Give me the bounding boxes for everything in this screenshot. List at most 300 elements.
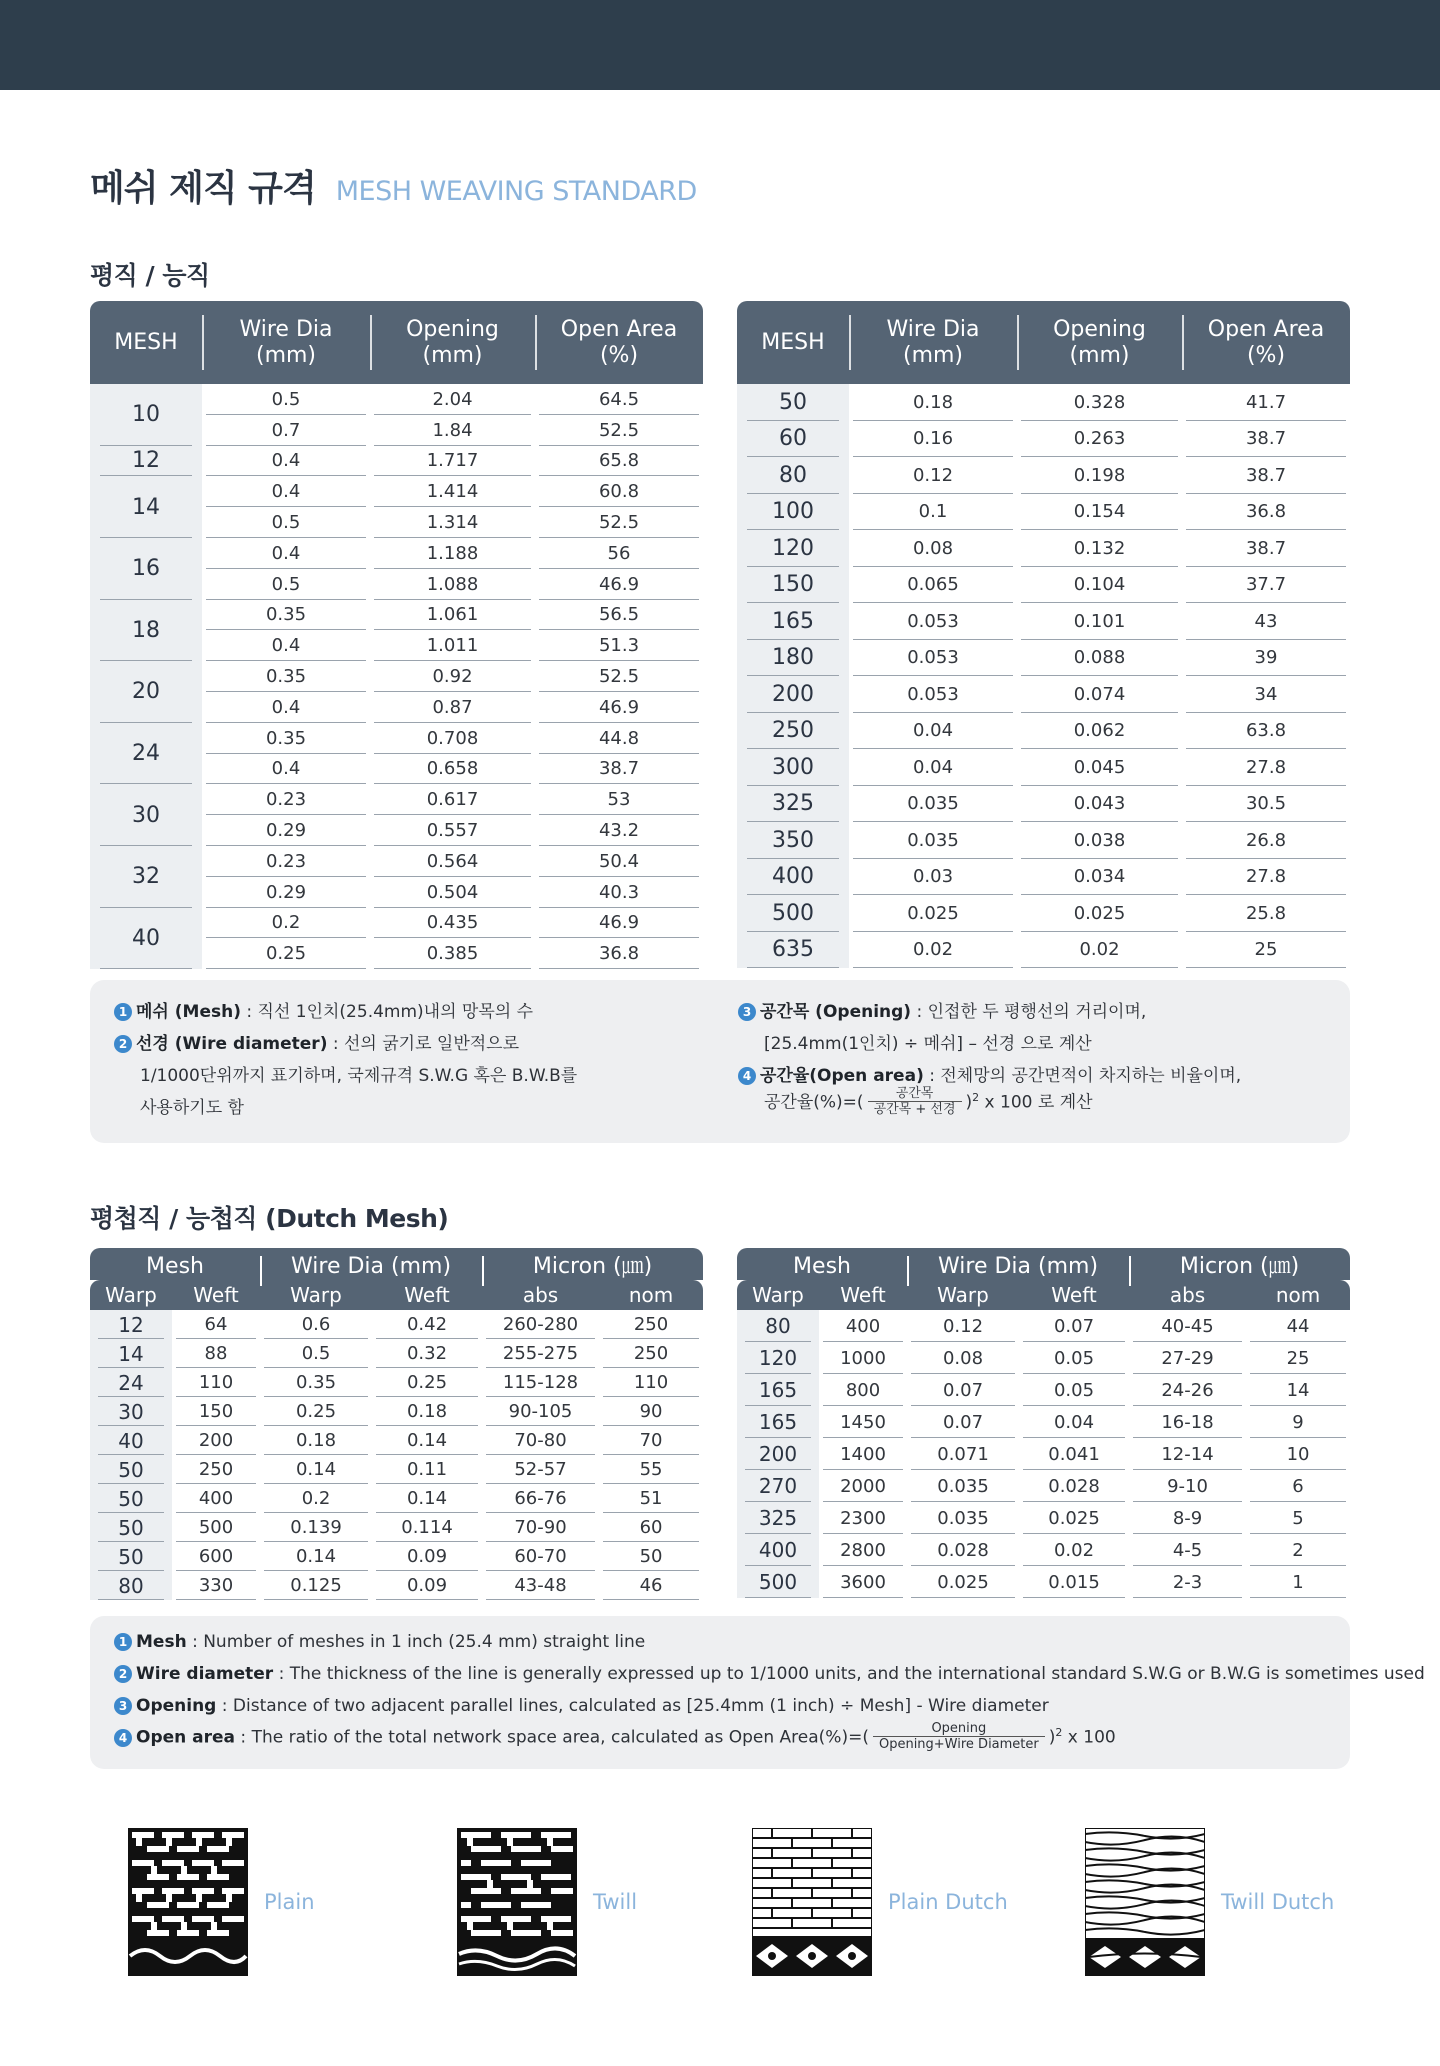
warp-cell: 270 <box>737 1470 819 1502</box>
mesh-cell: 80 <box>737 457 849 494</box>
table-row <box>737 494 1350 531</box>
open-area-cell: 53 <box>535 784 703 815</box>
wire-weft-cell: 0.025 <box>1019 1502 1129 1534</box>
wire-dia-cell: 0.053 <box>849 640 1017 677</box>
wire-warp-cell: 0.08 <box>907 1342 1019 1374</box>
wire-dia-cell: 0.7 <box>202 415 370 446</box>
table-row <box>90 1368 703 1397</box>
micron-nom-cell: 25 <box>1246 1342 1350 1374</box>
micron-abs-cell: 4-5 <box>1129 1534 1246 1566</box>
wire-dia-cell: 0.4 <box>202 446 370 477</box>
wire-dia-cell: 0.12 <box>849 457 1017 494</box>
warp-cell: 200 <box>737 1438 819 1470</box>
opening-cell: 1.717 <box>370 446 535 477</box>
mesh-cell: 12 <box>90 446 202 477</box>
table-row <box>90 600 703 631</box>
wire-warp-cell: 0.028 <box>907 1534 1019 1566</box>
wire-dia-cell: 0.35 <box>202 600 370 631</box>
warp-cell: 50 <box>90 1513 172 1542</box>
header-mesh: Mesh <box>90 1248 260 1280</box>
wire-weft-cell: 0.02 <box>1019 1534 1129 1566</box>
weft-cell: 330 <box>172 1571 260 1600</box>
opening-cell: 0.328 <box>1017 384 1182 421</box>
note-mesh-en: 1 Mesh : Number of meshes in 1 inch (25.4 mm) straight line <box>114 1632 645 1652</box>
micron-nom-cell: 6 <box>1246 1470 1350 1502</box>
header-warp: Warp <box>737 1280 819 1310</box>
header-weft: Weft <box>819 1280 907 1310</box>
warp-cell: 80 <box>90 1571 172 1600</box>
open-area-cell: 52.5 <box>535 507 703 538</box>
micron-abs-cell: 16-18 <box>1129 1406 1246 1438</box>
micron-abs-cell: 8-9 <box>1129 1502 1246 1534</box>
table-row <box>90 1542 703 1571</box>
weft-cell: 400 <box>172 1484 260 1513</box>
wire-dia-cell: 0.25 <box>202 938 370 969</box>
wire-dia-cell: 0.035 <box>849 786 1017 823</box>
table-row <box>90 476 703 507</box>
header-mesh: Mesh <box>737 1248 907 1280</box>
open-area-cell: 38.7 <box>1182 530 1350 567</box>
open-area-cell: 46.9 <box>535 692 703 723</box>
wire-weft-cell: 0.09 <box>372 1542 482 1571</box>
header-opening: Opening (mm) <box>1017 301 1182 384</box>
table-row <box>737 1342 1350 1374</box>
wire-dia-cell: 0.04 <box>849 749 1017 786</box>
micron-nom-cell: 5 <box>1246 1502 1350 1534</box>
table-row <box>737 457 1350 494</box>
open-area-cell: 30.5 <box>1182 786 1350 823</box>
table-row <box>737 932 1350 969</box>
mesh-cell: 120 <box>737 530 849 567</box>
mesh-cell: 250 <box>737 713 849 750</box>
header-warp: Warp <box>907 1280 1019 1310</box>
weft-cell: 800 <box>819 1374 907 1406</box>
wire-dia-cell: 0.5 <box>202 569 370 600</box>
wire-dia-cell: 0.16 <box>849 421 1017 458</box>
table-row <box>737 530 1350 567</box>
page-title-ko: 메쉬 제직 규격 <box>90 168 316 209</box>
page-title <box>90 160 697 211</box>
opening-cell: 1.84 <box>370 415 535 446</box>
micron-nom-cell: 10 <box>1246 1438 1350 1470</box>
wire-weft-cell: 0.14 <box>372 1484 482 1513</box>
table-row <box>737 1438 1350 1470</box>
micron-abs-cell: 70-90 <box>482 1513 599 1542</box>
mesh-cell: 150 <box>737 567 849 604</box>
wire-dia-cell: 0.29 <box>202 815 370 846</box>
weave-label-plain-dutch: Plain Dutch <box>888 1890 1008 1914</box>
warp-cell: 500 <box>737 1566 819 1598</box>
wire-weft-cell: 0.42 <box>372 1310 482 1339</box>
warp-cell: 50 <box>90 1484 172 1513</box>
plain-section-title: 평직 / 능직 <box>90 261 210 290</box>
wire-warp-cell: 0.035 <box>907 1502 1019 1534</box>
header-opening: Opening (mm) <box>370 301 535 384</box>
header-wire-dia: Wire Dia (mm) <box>849 301 1017 384</box>
table-row <box>90 846 703 877</box>
mesh-cell: 100 <box>737 494 849 531</box>
note-opening-en: 3 Opening : Distance of two adjacent parallel lines, calculated as [25.4mm (1 inch) ÷ Mesh] - Wire diameter <box>114 1696 1049 1716</box>
wire-warp-cell: 0.071 <box>907 1438 1019 1470</box>
micron-abs-cell: 52-57 <box>482 1455 599 1484</box>
header-nom: nom <box>599 1280 703 1310</box>
table-row <box>90 723 703 754</box>
weft-cell: 1000 <box>819 1342 907 1374</box>
wire-weft-cell: 0.25 <box>372 1368 482 1397</box>
wire-warp-cell: 0.25 <box>260 1397 372 1426</box>
weft-cell: 2300 <box>819 1502 907 1534</box>
opening-cell: 0.708 <box>370 723 535 754</box>
open-area-cell: 65.8 <box>535 446 703 477</box>
note-wire-ko: 2 선경 (Wire diameter) : 선의 굵기로 일반적으로 <box>114 1029 519 1054</box>
header-abs: abs <box>482 1280 599 1310</box>
warp-cell: 24 <box>90 1368 172 1397</box>
wire-weft-cell: 0.05 <box>1019 1374 1129 1406</box>
mesh-cell: 40 <box>90 908 202 970</box>
weft-cell: 3600 <box>819 1566 907 1598</box>
dutch-weave-table-right <box>737 1248 1350 1598</box>
wire-warp-cell: 0.12 <box>907 1310 1019 1342</box>
header-abs: abs <box>1129 1280 1246 1310</box>
open-area-cell: 44.8 <box>535 723 703 754</box>
table-row <box>90 1397 703 1426</box>
micron-abs-cell: 60-70 <box>482 1542 599 1571</box>
mesh-cell: 60 <box>737 421 849 458</box>
header-mesh: MESH <box>90 301 202 384</box>
wire-dia-cell: 0.35 <box>202 661 370 692</box>
opening-cell: 0.038 <box>1017 822 1182 859</box>
table-row <box>737 421 1350 458</box>
micron-abs-cell: 40-45 <box>1129 1310 1246 1342</box>
micron-abs-cell: 260-280 <box>482 1310 599 1339</box>
header-open-area: Open Area (%) <box>535 301 703 384</box>
mesh-cell: 350 <box>737 822 849 859</box>
weave-label-twill-dutch: Twill Dutch <box>1221 1890 1335 1914</box>
wire-dia-cell: 0.35 <box>202 723 370 754</box>
micron-nom-cell: 2 <box>1246 1534 1350 1566</box>
open-area-cell: 43.2 <box>535 815 703 846</box>
table-row <box>90 1513 703 1542</box>
warp-cell: 14 <box>90 1339 172 1368</box>
weft-cell: 64 <box>172 1310 260 1339</box>
micron-nom-cell: 46 <box>599 1571 703 1600</box>
weft-cell: 2000 <box>819 1470 907 1502</box>
open-area-cell: 38.7 <box>535 754 703 785</box>
table-row <box>737 384 1350 421</box>
opening-cell: 0.385 <box>370 938 535 969</box>
open-area-cell: 41.7 <box>1182 384 1350 421</box>
mesh-cell: 16 <box>90 538 202 600</box>
table-row <box>737 1310 1350 1342</box>
weave-plain <box>128 1828 315 1976</box>
weave-label-plain: Plain <box>264 1890 315 1914</box>
table-row <box>737 786 1350 823</box>
wire-weft-cell: 0.015 <box>1019 1566 1129 1598</box>
weave-twill <box>457 1828 637 1976</box>
mesh-cell: 24 <box>90 723 202 785</box>
wire-dia-cell: 0.23 <box>202 784 370 815</box>
wire-dia-cell: 0.053 <box>849 676 1017 713</box>
wire-weft-cell: 0.07 <box>1019 1310 1129 1342</box>
opening-cell: 0.658 <box>370 754 535 785</box>
table-row <box>90 1571 703 1600</box>
opening-cell: 0.92 <box>370 661 535 692</box>
mesh-cell: 400 <box>737 859 849 896</box>
table-row <box>737 1374 1350 1406</box>
plain-weave-table-left <box>90 301 703 969</box>
open-area-cell: 26.8 <box>1182 822 1350 859</box>
wire-dia-cell: 0.5 <box>202 507 370 538</box>
twill-weave-image <box>457 1828 577 1976</box>
header-wire-dia: Wire Dia (mm) <box>260 1248 482 1280</box>
note-wire-en: 2 Wire diameter : The thickness of the line is generally expressed up to 1/1000 units, and the international standard S.W.G or B.W.G is sometimes used <box>114 1664 1425 1684</box>
wire-weft-cell: 0.028 <box>1019 1470 1129 1502</box>
weft-cell: 400 <box>819 1310 907 1342</box>
micron-abs-cell: 43-48 <box>482 1571 599 1600</box>
weft-cell: 150 <box>172 1397 260 1426</box>
warp-cell: 400 <box>737 1534 819 1566</box>
wire-dia-cell: 0.02 <box>849 932 1017 969</box>
wire-warp-cell: 0.2 <box>260 1484 372 1513</box>
mesh-cell: 50 <box>737 384 849 421</box>
note-open-area-en: 4 Open area : The ratio of the total network space area, calculated as Open Area(%)=( $\frac{\text{Opening}}{\text{Opening+Wire Diameter}}$ )$^2$ x 100 <box>114 1722 1116 1753</box>
note-opening-ko-2: [25.4mm(1인치) ÷ 메쉬] – 선경 으로 계산 <box>764 1034 1092 1054</box>
wire-dia-cell: 0.2 <box>202 908 370 939</box>
wire-warp-cell: 0.14 <box>260 1455 372 1484</box>
wire-weft-cell: 0.09 <box>372 1571 482 1600</box>
note-formula-ko: 공간율(%)=( $\frac{\text{공간목}}{\text{공간목 + 선경}}$ )$^2$ x 100 로 계산 <box>764 1086 1093 1117</box>
opening-cell: 0.564 <box>370 846 535 877</box>
wire-warp-cell: 0.6 <box>260 1310 372 1339</box>
notes-en-box <box>90 1616 1425 1769</box>
open-area-cell: 39 <box>1182 640 1350 677</box>
opening-cell: 0.101 <box>1017 603 1182 640</box>
micron-nom-cell: 50 <box>599 1542 703 1571</box>
opening-cell: 0.154 <box>1017 494 1182 531</box>
open-area-cell: 40.3 <box>535 877 703 908</box>
opening-cell: 0.263 <box>1017 421 1182 458</box>
opening-cell: 1.088 <box>370 569 535 600</box>
open-area-cell: 43 <box>1182 603 1350 640</box>
opening-cell: 2.04 <box>370 384 535 415</box>
mesh-cell: 500 <box>737 895 849 932</box>
opening-cell: 0.557 <box>370 815 535 846</box>
warp-cell: 325 <box>737 1502 819 1534</box>
wire-dia-cell: 0.4 <box>202 692 370 723</box>
table-row <box>90 1484 703 1513</box>
open-area-cell: 50.4 <box>535 846 703 877</box>
warp-cell: 80 <box>737 1310 819 1342</box>
weave-twill-dutch <box>1085 1828 1334 1976</box>
wire-dia-cell: 0.18 <box>849 384 1017 421</box>
micron-abs-cell: 12-14 <box>1129 1438 1246 1470</box>
wire-warp-cell: 0.025 <box>907 1566 1019 1598</box>
header-mesh: MESH <box>737 301 849 384</box>
warp-cell: 50 <box>90 1542 172 1571</box>
opening-cell: 0.088 <box>1017 640 1182 677</box>
open-area-cell: 34 <box>1182 676 1350 713</box>
wire-dia-cell: 0.025 <box>849 895 1017 932</box>
wire-dia-cell: 0.04 <box>849 713 1017 750</box>
wire-dia-cell: 0.03 <box>849 859 1017 896</box>
note-wire-ko-2: 1/1000단위까지 표기하며, 국제규격 S.W.G 혹은 B.W.B를 <box>140 1066 578 1086</box>
wire-dia-cell: 0.035 <box>849 822 1017 859</box>
micron-abs-cell: 24-26 <box>1129 1374 1246 1406</box>
mesh-cell: 180 <box>737 640 849 677</box>
table-row <box>737 640 1350 677</box>
wire-warp-cell: 0.07 <box>907 1374 1019 1406</box>
wire-warp-cell: 0.125 <box>260 1571 372 1600</box>
micron-nom-cell: 14 <box>1246 1374 1350 1406</box>
header-warp: Warp <box>260 1280 372 1310</box>
header-weft: Weft <box>1019 1280 1129 1310</box>
table-row <box>737 567 1350 604</box>
warp-cell: 40 <box>90 1426 172 1455</box>
note-wire-ko-3: 사용하기도 함 <box>140 1098 244 1118</box>
mesh-cell: 32 <box>90 846 202 908</box>
opening-cell: 0.435 <box>370 908 535 939</box>
weft-cell: 500 <box>172 1513 260 1542</box>
wire-dia-cell: 0.4 <box>202 538 370 569</box>
mesh-cell: 10 <box>90 384 202 446</box>
wire-dia-cell: 0.4 <box>202 630 370 661</box>
wire-weft-cell: 0.14 <box>372 1426 482 1455</box>
wire-weft-cell: 0.05 <box>1019 1342 1129 1374</box>
open-area-cell: 27.8 <box>1182 859 1350 896</box>
table-row <box>737 713 1350 750</box>
dutch-section-title: 평첩직 / 능첩직 (Dutch Mesh) <box>90 1204 449 1233</box>
table-row <box>90 1455 703 1484</box>
mesh-cell: 30 <box>90 784 202 846</box>
wire-weft-cell: 0.114 <box>372 1513 482 1542</box>
opening-cell: 1.414 <box>370 476 535 507</box>
warp-cell: 12 <box>90 1310 172 1339</box>
table-row <box>90 1339 703 1368</box>
open-area-cell: 52.5 <box>535 415 703 446</box>
wire-warp-cell: 0.035 <box>907 1470 1019 1502</box>
opening-cell: 1.061 <box>370 600 535 631</box>
opening-cell: 1.188 <box>370 538 535 569</box>
warp-cell: 50 <box>90 1455 172 1484</box>
header-weft: Weft <box>372 1280 482 1310</box>
mesh-cell: 20 <box>90 661 202 723</box>
micron-abs-cell: 70-80 <box>482 1426 599 1455</box>
micron-nom-cell: 51 <box>599 1484 703 1513</box>
weft-cell: 1450 <box>819 1406 907 1438</box>
micron-abs-cell: 2-3 <box>1129 1566 1246 1598</box>
open-area-cell: 25 <box>1182 932 1350 969</box>
micron-nom-cell: 55 <box>599 1455 703 1484</box>
open-area-cell: 38.7 <box>1182 457 1350 494</box>
twill-dutch-weave-image <box>1085 1828 1205 1976</box>
wire-warp-cell: 0.35 <box>260 1368 372 1397</box>
opening-cell: 1.314 <box>370 507 535 538</box>
weft-cell: 200 <box>172 1426 260 1455</box>
mesh-cell: 325 <box>737 786 849 823</box>
opening-cell: 0.043 <box>1017 786 1182 823</box>
opening-cell: 0.034 <box>1017 859 1182 896</box>
wire-warp-cell: 0.07 <box>907 1406 1019 1438</box>
warp-cell: 120 <box>737 1342 819 1374</box>
table-row <box>90 1310 703 1339</box>
wire-dia-cell: 0.1 <box>849 494 1017 531</box>
open-area-cell: 46.9 <box>535 908 703 939</box>
open-area-cell: 51.3 <box>535 630 703 661</box>
opening-cell: 0.045 <box>1017 749 1182 786</box>
open-area-cell: 37.7 <box>1182 567 1350 604</box>
table-row <box>737 676 1350 713</box>
wire-dia-cell: 0.29 <box>202 877 370 908</box>
open-area-cell: 25.8 <box>1182 895 1350 932</box>
mesh-cell: 635 <box>737 932 849 969</box>
table-row <box>737 1534 1350 1566</box>
micron-nom-cell: 9 <box>1246 1406 1350 1438</box>
opening-cell: 0.062 <box>1017 713 1182 750</box>
table-row <box>90 384 703 415</box>
table-row <box>737 603 1350 640</box>
micron-nom-cell: 60 <box>599 1513 703 1542</box>
weave-label-twill: Twill <box>593 1890 638 1914</box>
table-row <box>90 908 703 939</box>
weft-cell: 110 <box>172 1368 260 1397</box>
opening-cell: 1.011 <box>370 630 535 661</box>
mesh-cell: 300 <box>737 749 849 786</box>
opening-cell: 0.617 <box>370 784 535 815</box>
table-row <box>737 822 1350 859</box>
micron-nom-cell: 110 <box>599 1368 703 1397</box>
wire-dia-cell: 0.053 <box>849 603 1017 640</box>
wire-weft-cell: 0.11 <box>372 1455 482 1484</box>
table-row <box>737 1406 1350 1438</box>
table-row <box>90 661 703 692</box>
header-nom: nom <box>1246 1280 1350 1310</box>
micron-abs-cell: 90-105 <box>482 1397 599 1426</box>
wire-dia-cell: 0.23 <box>202 846 370 877</box>
micron-abs-cell: 255-275 <box>482 1339 599 1368</box>
header-wire-dia: Wire Dia (mm) <box>202 301 370 384</box>
open-area-cell: 38.7 <box>1182 421 1350 458</box>
opening-cell: 0.074 <box>1017 676 1182 713</box>
opening-cell: 0.025 <box>1017 895 1182 932</box>
opening-cell: 0.132 <box>1017 530 1182 567</box>
wire-weft-cell: 0.04 <box>1019 1406 1129 1438</box>
table-row <box>737 895 1350 932</box>
micron-abs-cell: 66-76 <box>482 1484 599 1513</box>
open-area-cell: 46.9 <box>535 569 703 600</box>
open-area-cell: 63.8 <box>1182 713 1350 750</box>
warp-cell: 30 <box>90 1397 172 1426</box>
mesh-cell: 18 <box>90 600 202 662</box>
mesh-cell: 200 <box>737 676 849 713</box>
opening-cell: 0.02 <box>1017 932 1182 969</box>
table-row <box>90 1426 703 1455</box>
micron-abs-cell: 9-10 <box>1129 1470 1246 1502</box>
weft-cell: 250 <box>172 1455 260 1484</box>
wire-warp-cell: 0.18 <box>260 1426 372 1455</box>
open-area-cell: 27.8 <box>1182 749 1350 786</box>
header-wire-dia: Wire Dia (mm) <box>907 1248 1129 1280</box>
wire-warp-cell: 0.5 <box>260 1339 372 1368</box>
plain-dutch-weave-image <box>752 1828 872 1976</box>
opening-cell: 0.504 <box>370 877 535 908</box>
warp-cell: 165 <box>737 1374 819 1406</box>
warp-cell: 165 <box>737 1406 819 1438</box>
opening-cell: 0.104 <box>1017 567 1182 604</box>
wire-weft-cell: 0.18 <box>372 1397 482 1426</box>
micron-nom-cell: 1 <box>1246 1566 1350 1598</box>
wire-warp-cell: 0.139 <box>260 1513 372 1542</box>
micron-nom-cell: 90 <box>599 1397 703 1426</box>
